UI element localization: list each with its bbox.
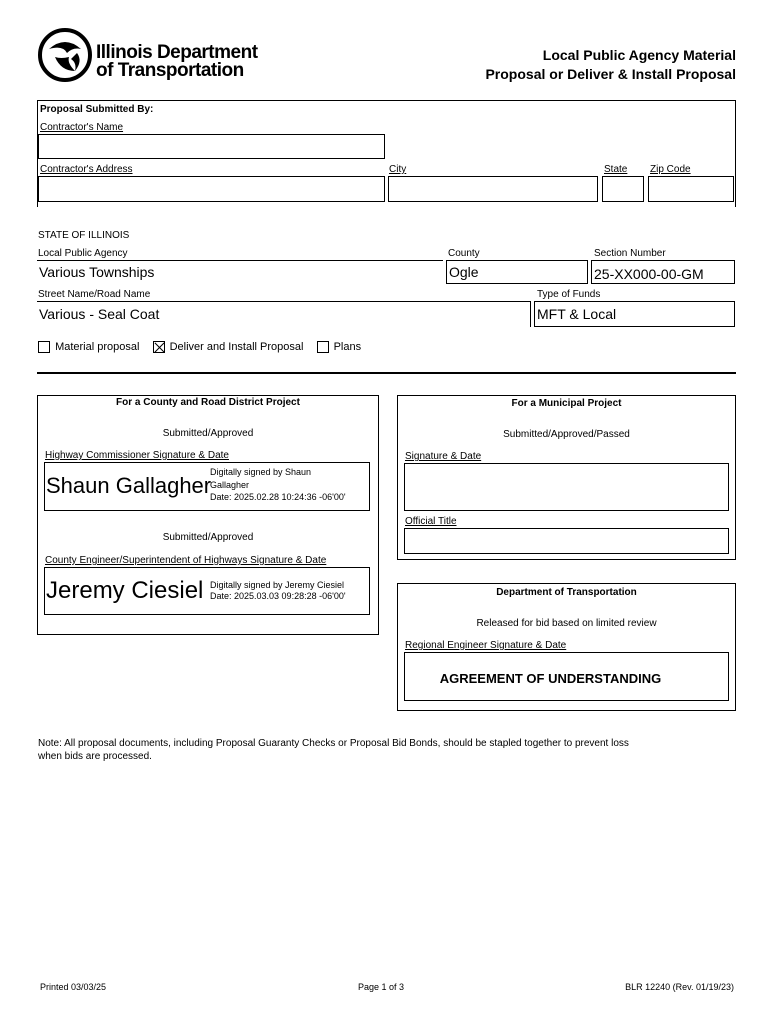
contractor-name-label: Contractor's Name	[40, 122, 124, 133]
agency-name-line2: of Transportation	[96, 60, 244, 81]
street-name-value: Various - Seal Coat	[39, 306, 160, 322]
county-label: County	[448, 248, 480, 259]
signature-shaun-gallagher: Shaun Gallagher	[46, 473, 212, 498]
municipal-panel-title: For a Municipal Project	[511, 398, 622, 409]
municipal-signature-field[interactable]	[404, 463, 729, 511]
county-submitted-2: Submitted/Approved	[162, 532, 254, 543]
city-label: City	[389, 164, 407, 175]
municipal-signature-label: Signature & Date	[405, 451, 482, 462]
regional-engineer-label: Regional Engineer Signature & Date	[405, 640, 567, 651]
agency-name-line1: Illinois Department	[96, 42, 258, 63]
footer-printed-date: Printed 03/03/25	[40, 982, 107, 992]
lpa-label: Local Public Agency	[38, 248, 128, 259]
form-title-line2: Proposal or Deliver & Install Proposal	[485, 66, 736, 82]
sig2-info-line1: Digitally signed by Jeremy Ciesiel	[210, 580, 345, 590]
state-field[interactable]	[602, 176, 644, 202]
street-name-label: Street Name/Road Name	[38, 289, 151, 300]
contractor-address-label: Contractor's Address	[40, 164, 133, 175]
note-line1: Note: All proposal documents, including Proposal Guaranty Checks or Proposal Bid Bonds, should be stapled together to prevent loss	[38, 738, 629, 749]
footer-form-number: BLR 12240 (Rev. 01/19/23)	[625, 982, 734, 992]
zip-field[interactable]	[648, 176, 734, 202]
official-title-label: Official Title	[405, 516, 457, 527]
dot-panel-title: Department of Transportation	[496, 587, 637, 598]
form-title-line1: Local Public Agency Material	[542, 47, 736, 63]
sig1-info-line3: Date: 2025.02.28 10:24:36 -06'00'	[210, 492, 346, 502]
section-number-label: Section Number	[594, 248, 666, 259]
zip-label: Zip Code	[650, 164, 691, 175]
material-proposal-checkbox[interactable]	[38, 341, 50, 353]
official-title-field[interactable]	[404, 528, 729, 554]
county-panel-title: For a County and Road District Project	[116, 397, 300, 408]
county-submitted-1: Submitted/Approved	[162, 428, 254, 439]
city-field[interactable]	[388, 176, 598, 202]
contractor-address-field[interactable]	[38, 176, 385, 202]
highway-commissioner-label: Highway Commissioner Signature & Date	[45, 450, 229, 461]
idot-logo	[37, 27, 93, 83]
type-of-funds-label: Type of Funds	[537, 289, 601, 300]
lpa-value: Various Townships	[39, 264, 155, 280]
idot-logo-icon	[37, 27, 93, 83]
sig2-info-line2: Date: 2025.03.03 09:28:28 -06'00'	[210, 591, 346, 601]
proposal-submitted-heading: Proposal Submitted By:	[40, 104, 154, 115]
signature-jeremy-ciesiel: Jeremy Ciesiel	[46, 577, 204, 604]
plans-label: Plans	[333, 341, 362, 353]
plans-checkbox[interactable]	[317, 341, 329, 353]
county-engineer-label: County Engineer/Superintendent of Highways Signature & Date	[45, 555, 327, 566]
section-number-value: 25-XX000-00-GM	[594, 266, 704, 282]
deliver-install-label: Deliver and Install Proposal	[169, 341, 304, 353]
material-proposal-label: Material proposal	[55, 341, 140, 353]
state-label: State	[604, 164, 628, 175]
county-value: Ogle	[449, 264, 479, 280]
proposal-type-options	[38, 341, 361, 353]
footer-page-number: Page 1 of 3	[358, 982, 405, 992]
released-for-bid: Released for bid based on limited review	[476, 618, 657, 629]
type-of-funds-value: MFT & Local	[537, 306, 617, 322]
deliver-install-checkbox[interactable]	[153, 341, 165, 353]
sig1-info-line2: Gallagher	[210, 480, 250, 490]
sig1-info-line1: Digitally signed by Shaun	[210, 467, 312, 477]
note-line2: when bids are processed.	[38, 751, 152, 762]
section-divider	[37, 372, 736, 374]
contractor-name-field[interactable]	[38, 134, 385, 159]
agreement-of-understanding: AGREEMENT OF UNDERSTANDING	[439, 671, 662, 686]
municipal-submitted: Submitted/Approved/Passed	[503, 429, 630, 440]
state-of-illinois: STATE OF ILLINOIS	[38, 230, 130, 241]
